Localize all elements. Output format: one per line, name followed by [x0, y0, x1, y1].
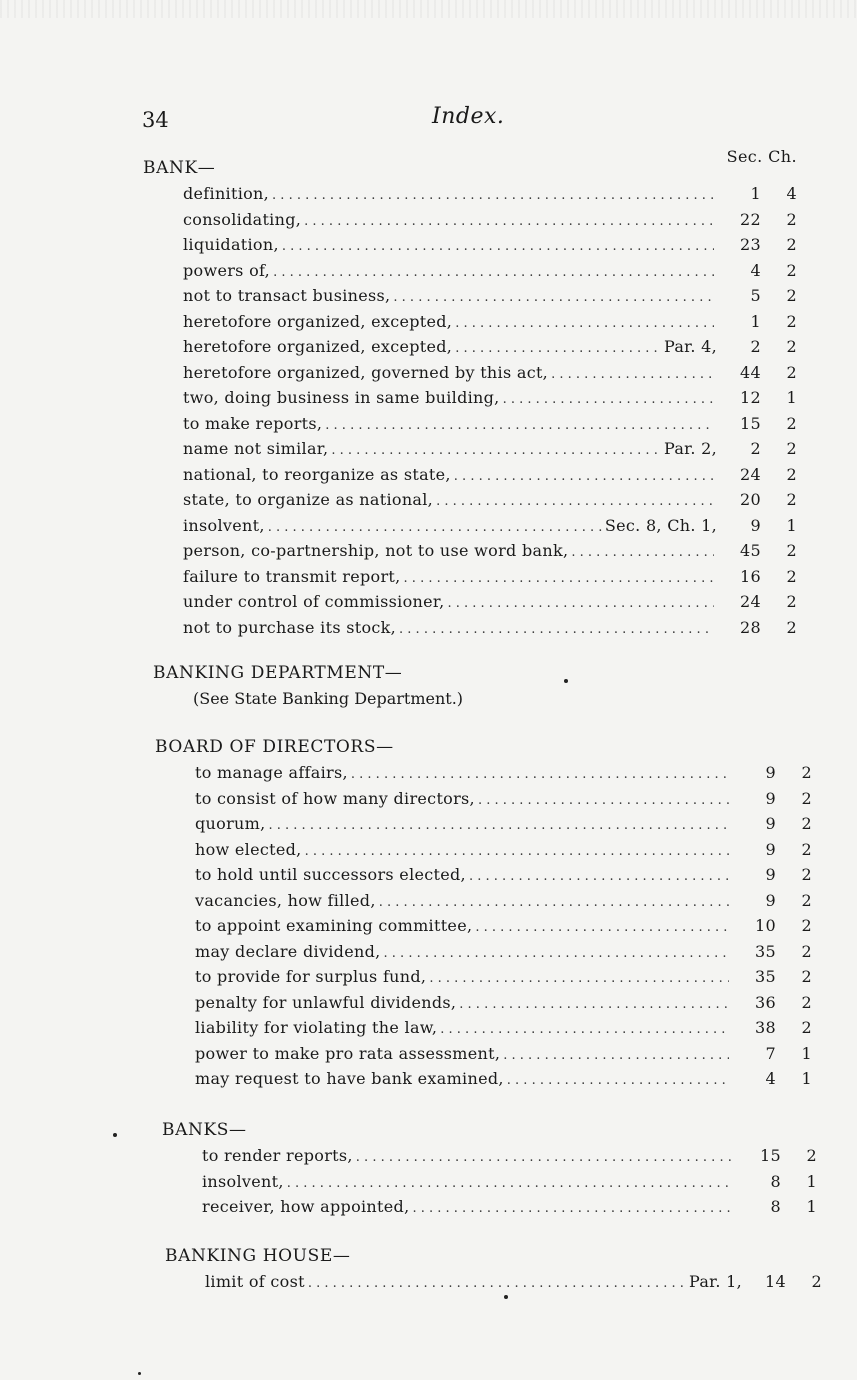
entry-section-number: 9 [765, 814, 776, 833]
dot-leader [455, 311, 714, 337]
entry-section-number: 1 [750, 184, 761, 203]
entry-text: to make reports, [183, 413, 323, 433]
index-entry [155, 811, 812, 837]
index-entry [143, 487, 797, 513]
section-heading: BANKING HOUSE— [165, 1246, 351, 1266]
dot-leader [272, 183, 714, 209]
entry-text: not to purchase its stock, [183, 617, 397, 637]
dot-leader [384, 941, 729, 967]
entry-section-number: 24 [740, 592, 761, 611]
entry-text: name not similar, [183, 439, 329, 458]
dot-leader [282, 234, 714, 260]
dot-leader [454, 464, 714, 490]
entry-text: quorum, [195, 814, 266, 833]
entry-text: liquidation, [183, 235, 279, 254]
entry-chapter-number: 2 [786, 260, 797, 280]
index-entry [155, 990, 812, 1016]
index-entry [155, 786, 812, 812]
entry-text: liability for violating the law, [195, 1018, 438, 1037]
index-entry [143, 436, 797, 462]
entry-chapter-number: 2 [801, 890, 812, 910]
section-heading: BOARD OF DIRECTORS— [155, 737, 394, 757]
dot-leader [356, 1145, 734, 1171]
dot-leader [412, 1196, 734, 1222]
entry-text: to consist of how many directors, [195, 788, 475, 808]
entry-chapter-number: 1 [786, 515, 797, 535]
index-entry [155, 964, 812, 990]
entry-chapter-number: 2 [786, 235, 797, 254]
index-entry [162, 1143, 817, 1169]
dot-leader [507, 1068, 729, 1094]
entry-text: definition, [183, 184, 270, 203]
index-entry [143, 334, 797, 360]
index-entry [143, 385, 797, 411]
entry-text: insolvent, [202, 1171, 284, 1191]
entry-chapter-number: 2 [786, 286, 797, 305]
dot-leader [308, 1271, 686, 1297]
entry-chapter-number: 2 [786, 439, 797, 458]
dot-leader [304, 209, 714, 235]
index-entry [155, 1066, 812, 1092]
dot-leader [503, 1043, 729, 1069]
entry-section-number: 2 [750, 337, 761, 356]
entry-section-number: 36 [755, 992, 776, 1012]
dot-leader [436, 489, 714, 515]
dot-leader [325, 413, 714, 439]
entry-text: vacancies, how filled, [195, 890, 376, 910]
entry-chapter-number: 4 [786, 184, 797, 203]
entry-text: how elected, [195, 839, 302, 859]
entry-chapter-number: 2 [786, 337, 797, 356]
entry-section-number: 8 [770, 1197, 781, 1216]
index-entry [143, 258, 797, 284]
entry-chapter-number: 2 [786, 566, 797, 586]
entry-section-number: 15 [760, 1146, 781, 1165]
scan-edge-noise [0, 0, 857, 18]
entry-chapter-number: 2 [801, 967, 812, 986]
index-entry [143, 615, 797, 641]
dot-leader [551, 362, 714, 388]
entry-chapter-number: 2 [801, 788, 812, 808]
index-entry [143, 181, 797, 207]
entry-section-number: 9 [765, 890, 776, 910]
entry-text: heretofore organized, excepted, [183, 337, 453, 356]
entry-chapter-number: 1 [801, 1043, 812, 1063]
entry-section-number: 4 [765, 1069, 776, 1088]
entry-text: under control of commissioner, [183, 592, 445, 611]
index-entry [155, 888, 812, 914]
entry-chapter-number: 2 [801, 941, 812, 961]
entry-text: insolvent, [183, 515, 265, 535]
dot-leader [268, 515, 602, 541]
dot-leader [404, 566, 714, 592]
entry-section-number: 28 [740, 617, 761, 637]
entry-chapter-number: 2 [801, 1018, 812, 1037]
entry-section-number: 7 [765, 1043, 776, 1063]
entry-section-number: 9 [765, 839, 776, 859]
entry-text: consolidating, [183, 209, 302, 229]
entry-chapter-number: 1 [806, 1171, 817, 1191]
index-entry [143, 411, 797, 437]
entry-chapter-number: 1 [806, 1197, 817, 1216]
entry-text: may request to have bank examined, [195, 1069, 504, 1088]
section-heading: BANKS— [162, 1120, 247, 1140]
entry-section-number: 4 [750, 260, 761, 280]
dot-leader [331, 438, 661, 464]
entry-section-number: 22 [740, 209, 761, 229]
section-heading: BANK— [143, 158, 216, 178]
entry-section-number: 35 [755, 967, 776, 986]
index-entry [143, 538, 797, 564]
entry-chapter-number: 2 [801, 916, 812, 935]
index-section-banking-department [153, 660, 807, 712]
entry-chapter-number: 2 [811, 1272, 822, 1291]
index-entry [143, 309, 797, 335]
entry-section-number: 23 [740, 235, 761, 254]
entry-text: not to transact business, [183, 286, 391, 305]
entry-text: to render reports, [202, 1146, 353, 1165]
entry-chapter-number: 2 [786, 209, 797, 229]
index-entry [155, 1041, 812, 1067]
entry-section-number: 20 [740, 490, 761, 509]
dot-leader [459, 992, 729, 1018]
entry-chapter-number: 2 [786, 413, 797, 433]
entry-reference: Par. 1, [688, 1272, 742, 1291]
entry-text: heretofore organized, excepted, [183, 311, 453, 331]
entry-text: state, to organize as national, [183, 490, 434, 509]
entry-section-number: 9 [750, 515, 761, 535]
entry-section-number: 45 [740, 541, 761, 560]
index-entry [155, 939, 812, 965]
entry-chapter-number: 2 [786, 592, 797, 611]
dot-leader [447, 591, 714, 617]
entry-reference: Par. 2, [663, 439, 717, 458]
entry-section-number: 5 [750, 286, 761, 305]
dot-leader [429, 966, 729, 992]
dot-leader [393, 285, 714, 311]
entry-chapter-number: 2 [801, 763, 812, 782]
entry-section-number: 14 [765, 1272, 786, 1291]
dot-leader [455, 336, 661, 362]
entry-section-number: 2 [750, 439, 761, 458]
entry-text: powers of, [183, 260, 271, 280]
index-entry [143, 564, 797, 590]
ink-speck [138, 1372, 141, 1375]
entry-chapter-number: 2 [801, 839, 812, 859]
entry-section-number: 8 [770, 1171, 781, 1191]
entry-section-number: 9 [765, 865, 776, 884]
dot-leader [379, 890, 729, 916]
entry-section-number: 15 [740, 413, 761, 433]
entry-text: may declare dividend, [195, 941, 381, 961]
index-entry [162, 1169, 817, 1195]
entry-chapter-number: 2 [786, 541, 797, 560]
dot-leader [503, 387, 714, 413]
entry-text: person, co-partnership, not to use word bank, [183, 541, 569, 560]
entry-chapter-number: 2 [801, 992, 812, 1012]
entry-chapter-number: 2 [806, 1146, 817, 1165]
dot-leader [351, 762, 729, 788]
entry-list [165, 1269, 822, 1295]
index-entry [143, 232, 797, 258]
dot-leader [287, 1171, 734, 1197]
entry-text: limit of cost [205, 1272, 305, 1291]
running-head: Index. [432, 104, 505, 129]
index-entry [143, 360, 797, 386]
entry-text: penalty for unlawful dividends, [195, 992, 457, 1012]
index-entry [143, 589, 797, 615]
dot-leader [469, 864, 729, 890]
entry-section-number: 12 [740, 388, 761, 407]
index-section-board-of-directors [155, 734, 812, 1092]
ink-speck [564, 679, 568, 683]
column-headers [727, 147, 797, 166]
entry-chapter-number: 1 [801, 1069, 812, 1088]
entry-text: failure to transmit report, [183, 566, 401, 586]
entry-section-number: 16 [740, 566, 761, 586]
entry-chapter-number: 2 [786, 617, 797, 637]
entry-chapter-number: 2 [786, 490, 797, 509]
dot-leader [269, 813, 730, 839]
index-entry [162, 1194, 817, 1220]
entry-chapter-number: 2 [801, 814, 812, 833]
index-section-bank [143, 147, 797, 640]
entry-section-number: 44 [740, 362, 761, 382]
entry-text: power to make pro rata assessment, [195, 1043, 501, 1063]
entry-text: heretofore organized, governed by this act, [183, 362, 549, 382]
entry-text: to provide for surplus fund, [195, 967, 427, 986]
ink-speck [113, 1133, 117, 1137]
index-section-banking-house [165, 1243, 822, 1295]
index-entry [143, 283, 797, 309]
index-entry [143, 462, 797, 488]
entry-section-number: 1 [750, 311, 761, 331]
entry-chapter-number: 2 [786, 362, 797, 382]
entry-chapter-number: 2 [786, 464, 797, 484]
entry-section-number: 10 [755, 916, 776, 935]
entry-list [155, 760, 812, 1092]
section-heading: BANKING DEPARTMENT— [153, 663, 403, 683]
entry-chapter-number: 2 [801, 865, 812, 884]
dot-leader [305, 839, 729, 865]
page-number: 34 [142, 108, 169, 132]
entry-chapter-number: 1 [786, 388, 797, 407]
ink-speck [504, 1295, 508, 1299]
dot-leader [273, 260, 714, 286]
entry-text: to appoint examining committee, [195, 916, 473, 935]
entry-reference: Par. 4, [663, 337, 717, 356]
entry-section-number: 38 [755, 1018, 776, 1037]
entry-text: to hold until successors elected, [195, 865, 466, 884]
index-section-banks [162, 1117, 817, 1220]
index-entry [165, 1269, 822, 1295]
column-header-sec: Sec. [726, 147, 763, 166]
entry-text: national, to reorganize as state, [183, 464, 451, 484]
cross-reference-note: (See State Banking Department.) [193, 689, 464, 708]
index-entry [143, 207, 797, 233]
entry-chapter-number: 2 [786, 311, 797, 331]
entry-text: receiver, how appointed, [202, 1197, 410, 1216]
column-header-ch: Ch. [768, 147, 797, 166]
entry-list [162, 1143, 817, 1220]
index-entry [155, 913, 812, 939]
index-entry [155, 837, 812, 863]
index-entry [143, 513, 797, 539]
entry-section-number: 9 [765, 763, 776, 782]
dot-leader [475, 915, 729, 941]
entry-section-number: 9 [765, 788, 776, 808]
entry-section-number: 24 [740, 464, 761, 484]
entry-section-number: 35 [755, 941, 776, 961]
dot-leader [478, 788, 729, 814]
index-entry [155, 862, 812, 888]
dot-leader [399, 617, 714, 643]
dot-leader [571, 540, 714, 566]
index-entry [155, 1015, 812, 1041]
dot-leader [440, 1017, 729, 1043]
entry-list [143, 181, 797, 640]
entry-reference: Sec. 8, Ch. 1, [604, 515, 717, 535]
entry-text: to manage affairs, [195, 763, 348, 782]
index-entry [155, 760, 812, 786]
entry-text: two, doing business in same building, [183, 388, 500, 407]
